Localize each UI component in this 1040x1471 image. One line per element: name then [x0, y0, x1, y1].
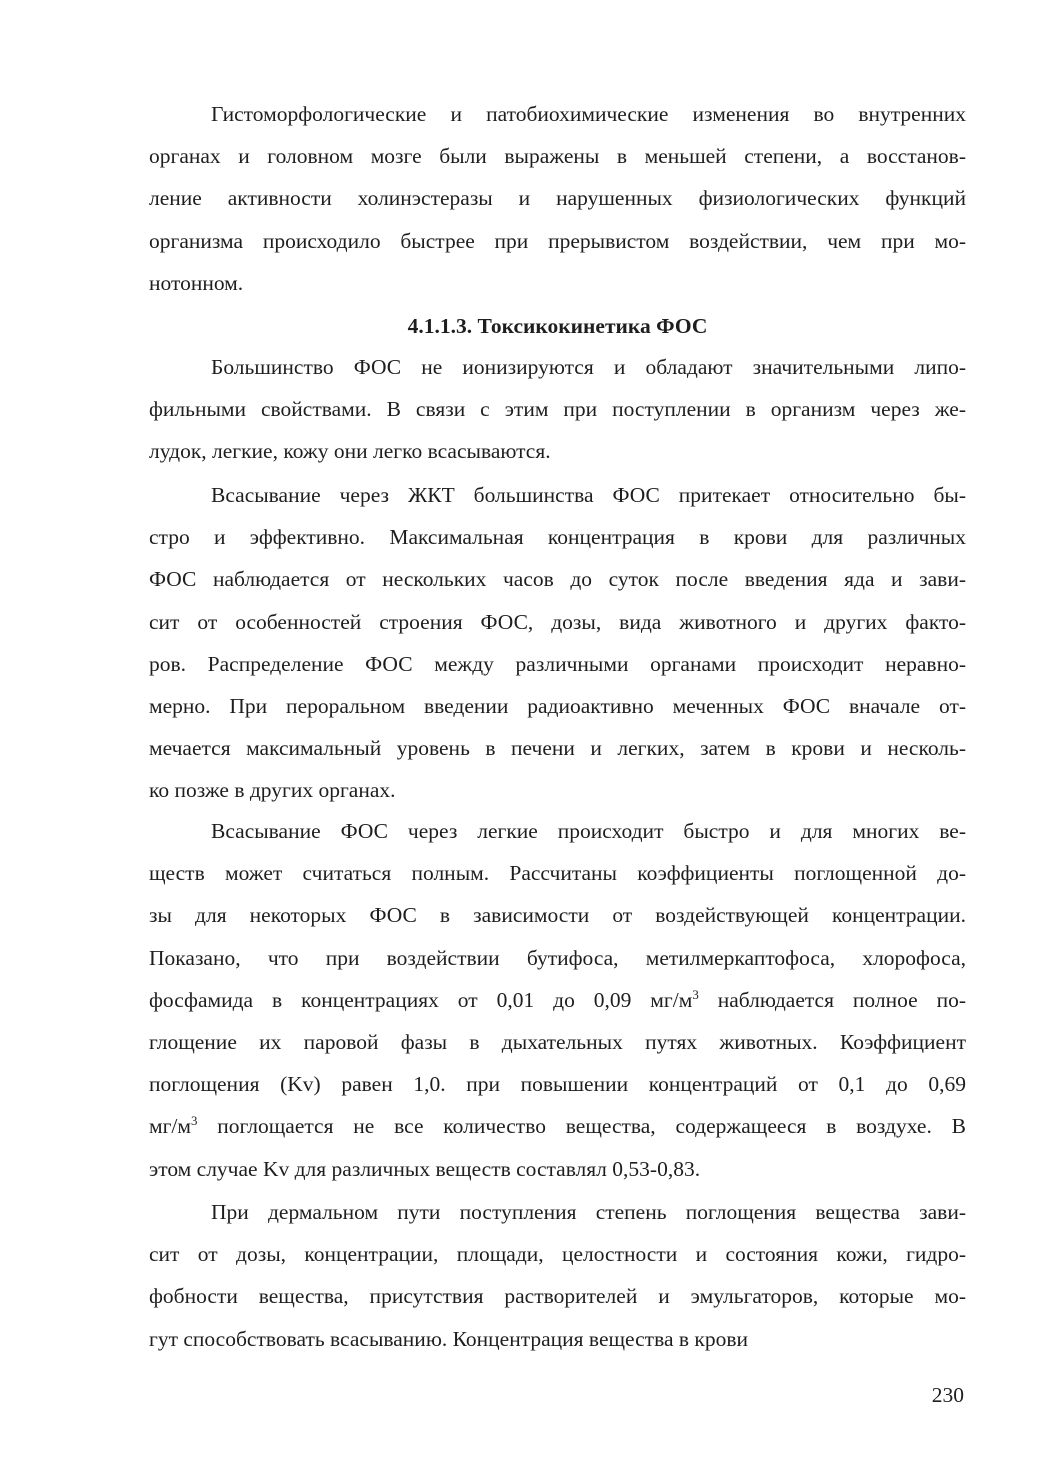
text-line: поглощения (Kv) равен 1,0. при повышении концентраций от 0,1 до 0,69: [149, 1072, 966, 1097]
text-line: мерно. При пероральном введении радиоактивно меченных ФОС вначале от-: [149, 693, 966, 718]
text-line: Большинство ФОС не ионизируются и обладают значительными липо-: [211, 355, 966, 379]
text-line: органах и головном мозге были выражены в меньшей степени, а восстанов-: [149, 144, 966, 169]
text-line: ФОС наблюдается от нескольких часов до суток после введения яда и зави-: [149, 567, 966, 592]
text-line: гут способствовать всасыванию. Концентрация вещества в крови: [149, 1326, 748, 1351]
superscript: 3: [191, 1114, 198, 1129]
text-line: сит от особенностей строения ФОС, дозы, вида животного и других факто-: [149, 609, 966, 634]
section-heading: 4.1.1.3. Токсикокинетика ФОС: [407, 314, 708, 338]
text-line: Гистоморфологические и патобиохимические изменения во внутренних: [211, 102, 966, 126]
text-line: ление активности холинэстеразы и нарушенных физиологических функций: [149, 186, 966, 211]
paragraph-lung-absorption: [149, 810, 966, 1190]
text-line-with-superscript: [149, 1105, 966, 1147]
paragraph-histomorphology: [149, 93, 966, 304]
text-line: Всасывание ФОС через легкие происходит быстро и для многих ве-: [211, 819, 966, 843]
text-segment: наблюдается полное по-: [698, 987, 966, 1012]
text-line-with-superscript: [149, 979, 966, 1021]
text-line: Всасывание через ЖКТ большинства ФОС притекает относительно бы-: [211, 483, 966, 507]
text-line: лудок, легкие, кожу они легко всасываются.: [149, 439, 551, 464]
text-line: мечается максимальный уровень в печени и легких, затем в крови и несколь-: [149, 736, 966, 761]
text-line: глощение их паровой фазы в дыхательных путях животных. Коэффициент: [149, 1029, 966, 1054]
text-line: При дермальном пути поступления степень поглощения вещества зави-: [211, 1200, 966, 1224]
text-line: организма происходило быстрее при прерывистом воздействии, чем при мо-: [149, 228, 966, 253]
text-segment: поглощается не все количество вещества, содержащееся в воздухе. В: [197, 1114, 966, 1139]
text-line: ров. Распределение ФОС между различными органами происходит неравно-: [149, 651, 966, 676]
text-line: стро и эффективно. Максимальная концентрация в крови для различных: [149, 525, 966, 550]
paragraph-dermal-absorption: [149, 1191, 966, 1360]
text-line: зы для некоторых ФОС в зависимости от воздействующей концентрации.: [149, 903, 966, 928]
text-line: ществ может считаться полным. Рассчитаны коэффициенты поглощенной до-: [149, 861, 966, 886]
text-line: фильными свойствами. В связи с этим при поступлении в организм через же-: [149, 397, 966, 422]
text-line: этом случае Kv для различных веществ составлял 0,53-0,83.: [149, 1156, 701, 1181]
text-segment: мг/м: [149, 1114, 192, 1139]
superscript: 3: [692, 987, 699, 1002]
text-line: нотонном.: [149, 270, 244, 295]
paragraph-ionization: [149, 346, 966, 473]
text-line: фобности вещества, присутствия растворителей и эмульгаторов, которые мо-: [149, 1284, 966, 1309]
text-segment: фосфамида в концентрациях от 0,01 до 0,09 мг/м: [149, 987, 693, 1012]
text-line: ко позже в других органах.: [149, 778, 396, 803]
text-line: Показано, что при воздействии бутифоса, метилмеркаптофоса, хлорофоса,: [149, 945, 966, 970]
text-line: сит от дозы, концентрации, площади, целостности и состояния кожи, гидро-: [149, 1242, 966, 1267]
page-number: 230: [931, 1383, 964, 1407]
paragraph-gi-absorption: [149, 474, 966, 812]
